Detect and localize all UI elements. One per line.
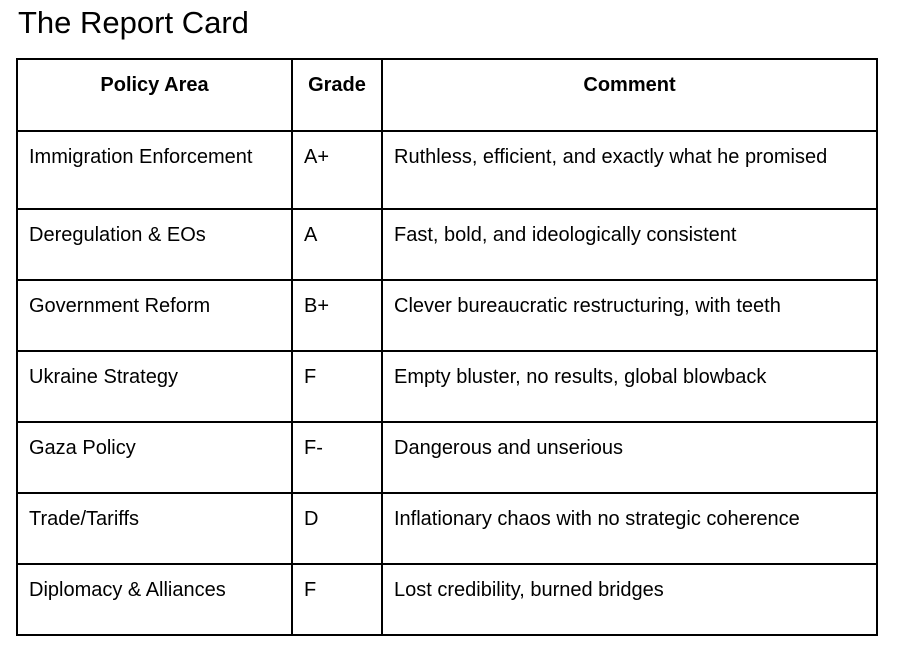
cell-policy-area: Deregulation & EOs	[17, 209, 292, 280]
report-card-table	[16, 58, 878, 636]
cell-grade: F	[292, 564, 382, 635]
table-row	[17, 493, 877, 564]
document-title: The Report Card	[18, 5, 249, 40]
header-grade: Grade	[292, 59, 382, 131]
header-comment: Comment	[382, 59, 877, 131]
cell-comment: Fast, bold, and ideologically consistent	[382, 209, 877, 280]
cell-policy-area: Trade/Tariffs	[17, 493, 292, 564]
cell-comment: Ruthless, efficient, and exactly what he promised	[382, 131, 877, 209]
table-row	[17, 351, 877, 422]
cell-policy-area: Government Reform	[17, 280, 292, 351]
table-row	[17, 131, 877, 209]
cell-policy-area: Immigration Enforcement	[17, 131, 292, 209]
cell-comment: Dangerous and unserious	[382, 422, 877, 493]
table-row	[17, 209, 877, 280]
cell-comment: Lost credibility, burned bridges	[382, 564, 877, 635]
cell-grade: F	[292, 351, 382, 422]
cell-comment: Clever bureaucratic restructuring, with teeth	[382, 280, 877, 351]
table-row	[17, 280, 877, 351]
table-row	[17, 422, 877, 493]
cell-comment: Inflationary chaos with no strategic coherence	[382, 493, 877, 564]
cell-grade: A	[292, 209, 382, 280]
cell-grade: D	[292, 493, 382, 564]
cell-grade: A+	[292, 131, 382, 209]
cell-policy-area: Ukraine Strategy	[17, 351, 292, 422]
cell-policy-area: Gaza Policy	[17, 422, 292, 493]
table-row	[17, 564, 877, 635]
table-header-row	[17, 59, 877, 131]
cell-comment: Empty bluster, no results, global blowback	[382, 351, 877, 422]
cell-policy-area: Diplomacy & Alliances	[17, 564, 292, 635]
header-policy-area: Policy Area	[17, 59, 292, 131]
cell-grade: F-	[292, 422, 382, 493]
cell-grade: B+	[292, 280, 382, 351]
